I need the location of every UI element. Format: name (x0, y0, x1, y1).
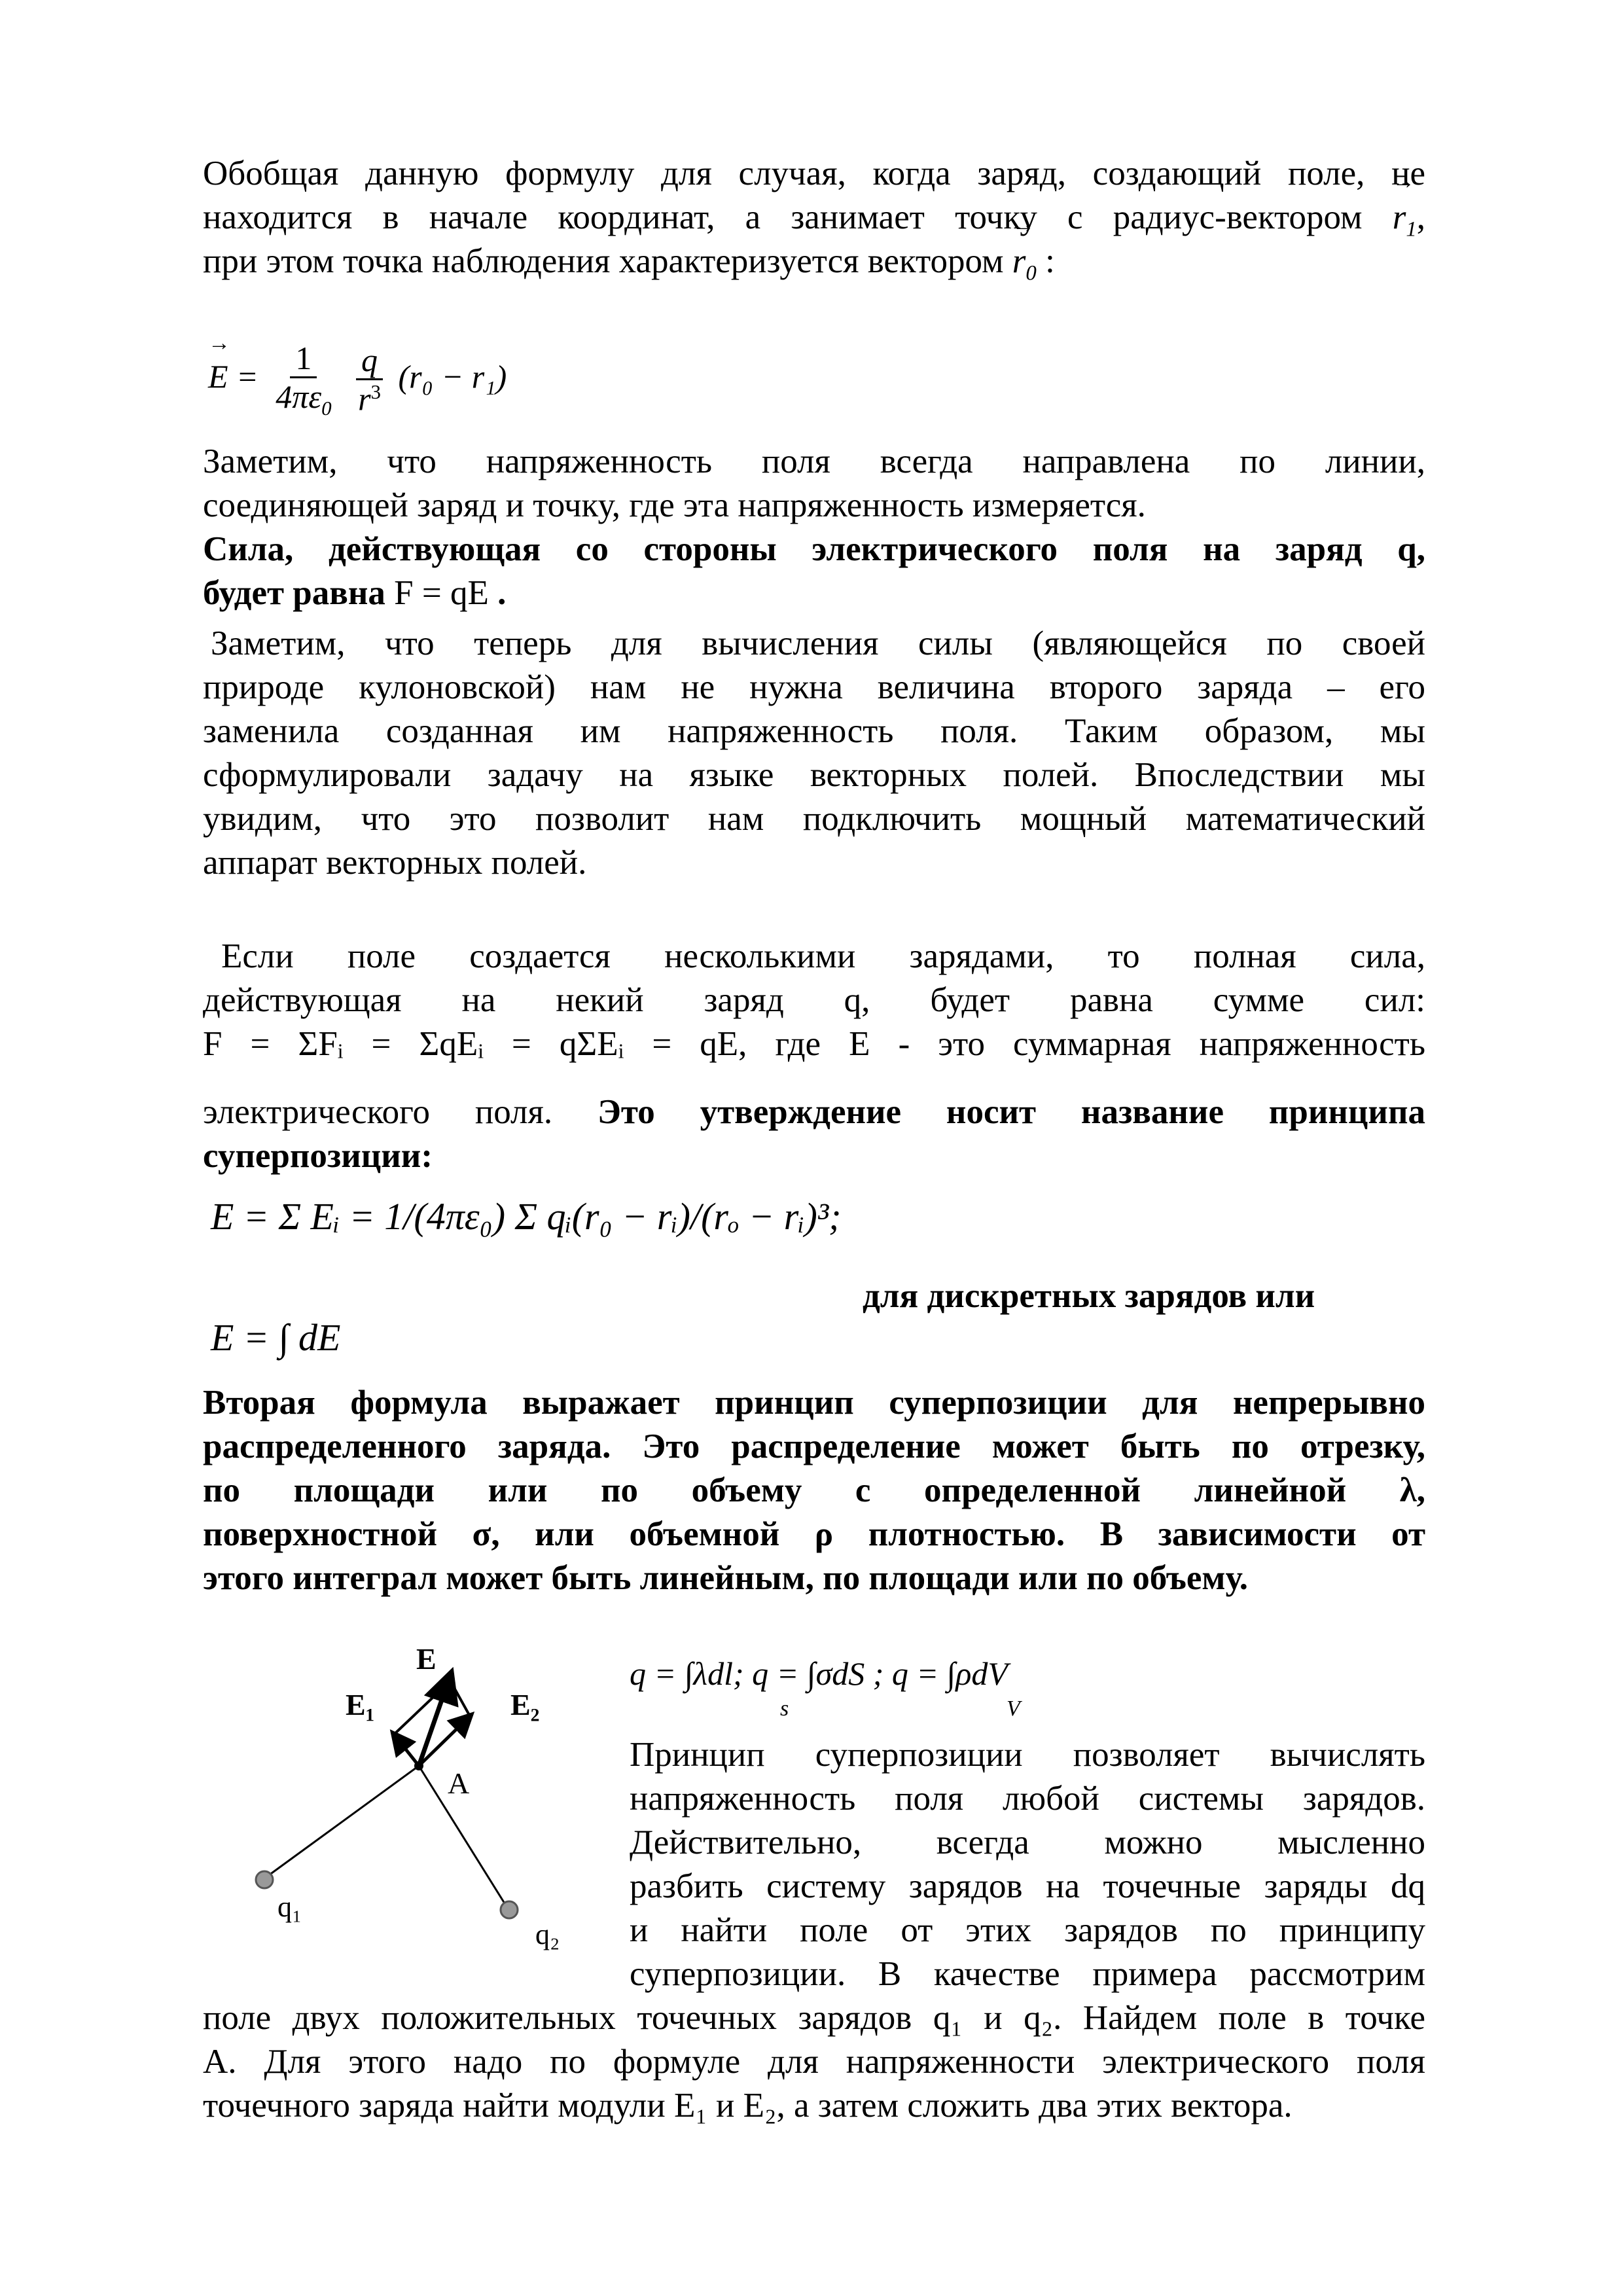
text-line: Если поле создается несколькими зарядами, то полная сила, (221, 937, 1425, 975)
text-line: Обобщая данную формулу для случая, когда заряд, создающий поле, не (203, 154, 1425, 192)
paragraph-superposition-example (630, 1733, 1425, 1996)
paragraph-force-definition (203, 528, 1425, 615)
vector-e1-arrow (394, 1734, 419, 1766)
text-line: соединяющей заряд и точку, где эта напряженность измеряется. (203, 486, 1146, 524)
text-line: суперпозиции: (203, 1137, 433, 1175)
integral-sub-s: s (780, 1696, 789, 1721)
charge-q1-dot (256, 1871, 273, 1888)
text-line: F = ΣFᵢ = ΣqEᵢ = qΣEᵢ = qE, где E - это суммарная напряженность (203, 1025, 1426, 1063)
formula-force: F = qE (394, 574, 489, 612)
text-line: сформулировали задачу на языке векторных полей. Впоследствии мы (203, 756, 1425, 794)
label-q2: q₂ (535, 1918, 560, 1950)
text-line: A. Для этого надо по формуле для напряженности электрического поля (203, 2043, 1425, 2081)
text-line: разбить систему зарядов на точечные заряды dq (630, 1867, 1425, 1905)
text-line: суперпозиции. В качестве примера рассмотрим (630, 1955, 1425, 1993)
formula-superposition-continuous: E = ∫ dE (211, 1316, 341, 1359)
paragraph-field-direction (203, 440, 1425, 528)
parallelogram-side (450, 1681, 470, 1716)
fraction-q-over-r3: $\frac{q}{r^3}$ (353, 342, 386, 418)
vector-r1: → $r_1$ (1393, 196, 1417, 252)
text-line: электрического поля. Это утверждение носит название принципа (203, 1093, 1426, 1131)
integral-sub-v: V (1007, 1696, 1020, 1721)
formula-charge-integrals: q = ∫λdl; q = ∫σdS ; q = ∫ρdV (630, 1655, 1008, 1692)
label-a: A (448, 1767, 470, 1800)
text-line: аппарат векторных полей. (203, 844, 587, 882)
point-a-dot (414, 1761, 423, 1770)
text-line: действующая на некий заряд q, будет равна сумме сил: (203, 981, 1425, 1019)
text-line: заменила созданная им напряженность поля. Таким образом, мы (203, 712, 1425, 750)
text-line: Заметим, что теперь для вычисления силы (являющейся по своей (211, 624, 1425, 662)
formula-superposition-discrete: E = Σ Eᵢ = 1/(4πε₀) Σ qᵢ(r₀ − rᵢ)/(rₒ − rᵢ)³; (211, 1195, 842, 1238)
text-line: точечного заряда найти модули E₁ и E₂, а затем сложить два этих вектора. (203, 2087, 1293, 2125)
text-line: и найти поле от этих зарядов по принципу (630, 1911, 1425, 1949)
text-line: Сила, действующая со стороны электрического поля на заряд q, (203, 530, 1425, 568)
formula-force-sum: F = ΣFᵢ = ΣqEᵢ = qΣEᵢ = qE, (203, 1025, 747, 1063)
fraction-coefficient: $\frac{1}{4\pi\varepsilon_0}$ (276, 340, 332, 420)
vector-r0: → $r_0$ (1012, 240, 1037, 296)
text-line: напряженность поля любой системы зарядов. (630, 1780, 1425, 1818)
formula-point-charge-field: → E = $\frac{1}{4\pi\varepsilon_0}$ $\frac{q}{r^3}$ (r₀ − r₁) (208, 340, 507, 420)
text-line: будет равна F = qE . (203, 574, 507, 612)
text-line: Принцип суперпозиции позволяет вычислять (630, 1736, 1425, 1774)
paragraph-superposition (203, 935, 1425, 1178)
text-line: Заметим, что напряженность поля всегда направлена по линии, (203, 442, 1425, 480)
label-e1: E₁ (346, 1688, 375, 1721)
formula-note: для дискретных зарядов или (863, 1277, 1315, 1315)
label-q1: q₁ (277, 1891, 302, 1923)
text-line: Вторая формула выражает принцип суперпозиции для непрерывно (203, 1384, 1425, 1422)
paragraph-superposition-example-cont (203, 1996, 1425, 2128)
text-line: при этом точка наблюдения характеризуется вектором → $r_0$ : (203, 240, 1425, 283)
text-line: природе кулоновской) нам не нужна величина второго заряда – его (203, 668, 1425, 706)
line-q1-to-a (264, 1766, 419, 1878)
text-line: поверхностной σ, или объемной ρ плотностью. В зависимости от (203, 1515, 1425, 1553)
paragraph-vector-fields (203, 622, 1425, 885)
charge-q2-dot (501, 1901, 518, 1918)
text-line: поле двух положительных точечных зарядов q₁ и q₂. Найдем поле в точке (203, 1999, 1425, 2037)
text-line: Действительно, всегда можно мысленно (630, 1823, 1425, 1861)
text-line: этого интеграл может быть линейным, по площади или по объему. (203, 1559, 1248, 1597)
text-line: находится в начале координат, а занимает точку с радиус-вектором → $r_1$, (203, 196, 1425, 240)
superposition-diagram (223, 1636, 589, 1950)
label-e: E (416, 1642, 437, 1676)
text-line: по площади или по объему с определенной линейной λ, (203, 1471, 1425, 1509)
text-line: распределенного заряда. Это распределение может быть по отрезку, (203, 1427, 1425, 1465)
paragraph-generalization (203, 152, 1425, 283)
paragraph-continuous-distribution (203, 1381, 1425, 1600)
text-line: увидим, что это позволит нам подключить мощный математический (203, 800, 1425, 838)
label-e2: E₂ (510, 1688, 540, 1721)
